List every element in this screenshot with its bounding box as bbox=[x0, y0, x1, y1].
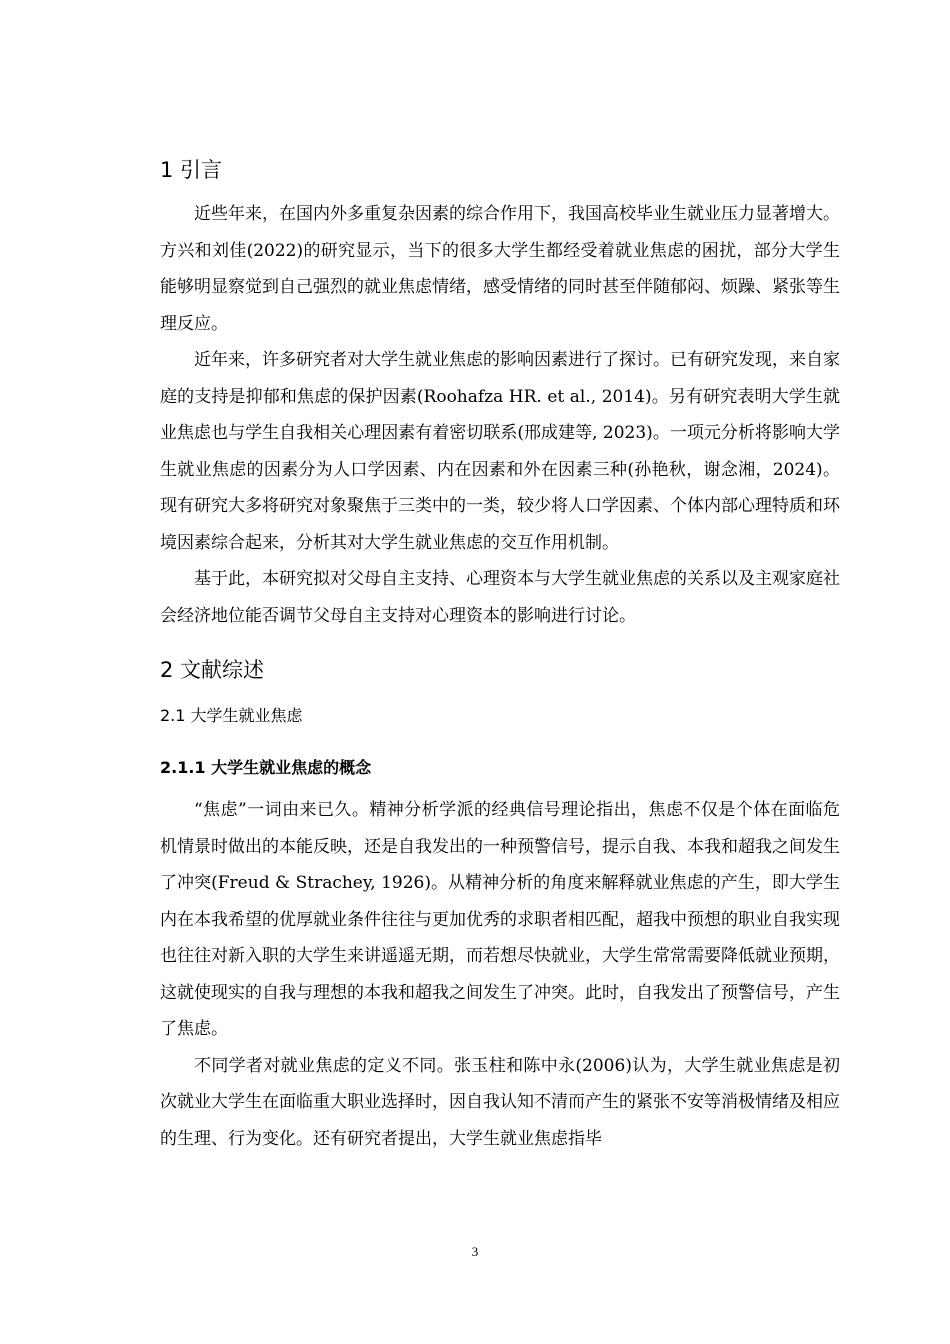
subsubsection-heading-2-1-1: 2.1.1 大学生就业焦虑的概念 bbox=[160, 758, 372, 777]
intro-paragraph-3: 基于此，本研究拟对父母自主支持、心理资本与大学生就业焦虑的关系以及主观家庭社会经济地位能否调节父母自主支持对心理资本的影响进行讨论。 bbox=[160, 569, 840, 626]
subsection-heading-2-1: 2.1 大学生就业焦虑 bbox=[160, 706, 303, 725]
page-body bbox=[160, 152, 840, 1157]
section-heading-literature-review: 2 文献综述 bbox=[160, 658, 265, 682]
concept-paragraph-2: 不同学者对就业焦虑的定义不同。张玉柱和陈中永(2006)认为，大学生就业焦虑是初次就业大学生在面临重大职业选择时，因自我认知不清而产生的紧张不安等消极情绪及相应的生理、行为变化。还有研究者提出，大学生就业焦虑指毕 bbox=[160, 1055, 840, 1149]
section-heading-introduction: 1 引言 bbox=[160, 158, 223, 182]
intro-paragraph-2: 近年来，许多研究者对大学生就业焦虑的影响因素进行了探讨。已有研究发现，来自家庭的支持是抑郁和焦虑的保护因素(Roohafza HR. et al., 2014)。另有研究表明大学生就业焦虑也与学生自我相关心理因素有着密切联系(邢成建等, 2023)。一项元分析将影响大学生就业焦虑的因素分为人口学因素、内在因素和外在因素三种(孙艳秋，谢念湘，2024)。现有研究大多将研究对象聚焦于三类中的一类，较少将人口学因素、个体内部心理特质和环境因素综合起来，分析其对大学生就业焦虑的交互作用机制。 bbox=[160, 350, 840, 553]
intro-paragraph-1: 近些年来，在国内外多重复杂因素的综合作用下，我国高校毕业生就业压力显著增大。方兴和刘佳(2022)的研究显示，当下的很多大学生都经受着就业焦虑的困扰，部分大学生能够明显察觉到自己强烈的就业焦虑情绪，感受情绪的同时甚至伴随郁闷、烦躁、紧张等生理反应。 bbox=[160, 204, 840, 334]
page-number: 3 bbox=[471, 1244, 479, 1259]
concept-paragraph-1: “焦虑”一词由来已久。精神分析学派的经典信号理论指出，焦虑不仅是个体在面临危机情景时做出的本能反映，还是自我发出的一种预警信号，提示自我、本我和超我之间发生了冲突(Freud & Strachey, 1926)。从精神分析的角度来解释就业焦虑的产生，即大学生内在本我希望的优厚就业条件往往与更加优秀的求职者相匹配，超我中预想的职业自我实现也往往对新入职的大学生来讲遥遥无期，而若想尽快就业，大学生常常需要降低就业预期，这就使现实的自我与理想的本我和超我之间发生了冲突。此时，自我发出了预警信号，产生了焦虑。 bbox=[160, 800, 840, 1039]
